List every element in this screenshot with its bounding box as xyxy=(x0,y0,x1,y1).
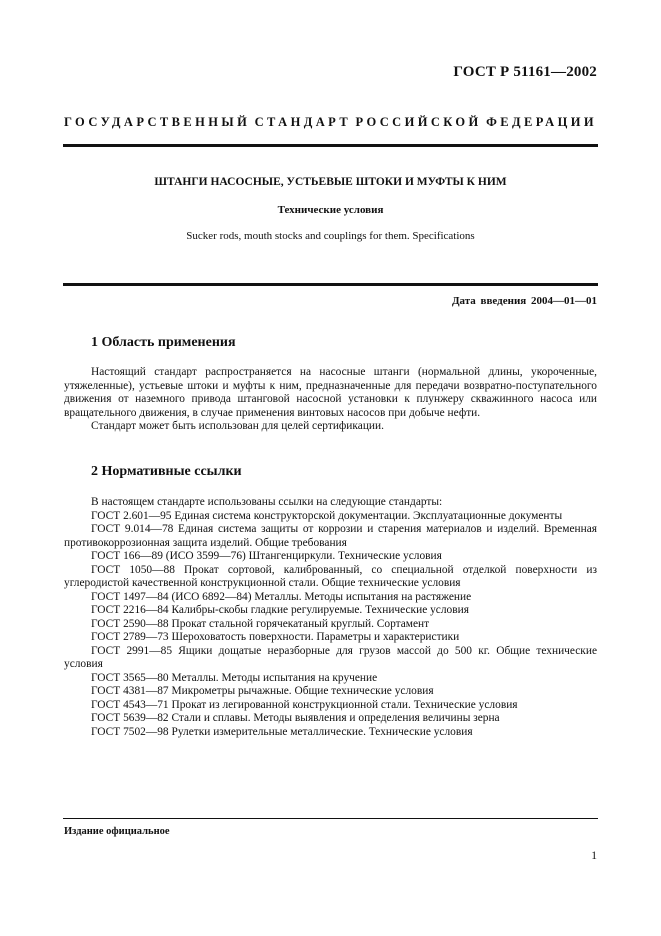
reference-item: ГОСТ 7502—98 Рулетки измерительные металлические. Технические условия xyxy=(91,725,473,738)
edition-note: Издание официальное xyxy=(64,826,170,837)
reference-item: ГОСТ 2590—88 Прокат стальной горячекатаный круглый. Сортамент xyxy=(91,617,430,630)
banner-word-4: ФЕДЕРАЦИИ xyxy=(486,115,597,129)
reference-item: ГОСТ 2.601—95 Единая система конструкторской документации. Эксплуатационные документы xyxy=(91,509,563,522)
section-2-heading: 2 Нормативные ссылки xyxy=(91,464,242,479)
introduction-date: Дата введения 2004—01—01 xyxy=(451,295,597,307)
reference-item: ГОСТ 5639—82 Стали и сплавы. Методы выявления и определения величины зерна xyxy=(91,712,500,724)
section-1-paragraph: Стандарт может быть использован для целей сертификации. xyxy=(91,420,384,432)
reference-item: ГОСТ 1497—84 (ИСО 6892—84) Металлы. Методы испытания на растяжение xyxy=(91,590,472,603)
title-divider xyxy=(63,283,598,286)
reference-item: ГОСТ 4543—71 Прокат из легированной конструкционной стали. Технические условия xyxy=(91,698,518,711)
reference-item: ГОСТ 2216—84 Калибры-скобы гладкие регулируемые. Технические условия xyxy=(91,604,469,616)
reference-item: ГОСТ 3565—80 Металлы. Методы испытания на кручение xyxy=(91,671,378,684)
reference-item: ГОСТ 2991—85 Ящики дощатые неразборные для грузов массой до 500 кг. Общие технические условия xyxy=(64,644,597,670)
reference-item: ГОСТ 1050—88 Прокат сортовой, калиброванный, со специальной отделкой поверхности из углеродистой качественной конструкционной стали. Общие технические условия xyxy=(64,563,597,589)
banner-word-3: РОССИЙСКОЙ xyxy=(355,115,482,129)
document-subtitle: Технические условия xyxy=(277,204,384,216)
section-1-paragraph: Настоящий стандарт распространяется на насосные штанги (нормальной длины, укороченные, утяжеленные), устьевые штоки и муфты к ним, предназначенные для передачи возвратно-поступательного движения от наземного привода штанговой насосной установки к плунжеру скважинного насоса или вращательного движения, в случае применения винтовых насосов при добыче нефти. xyxy=(64,366,597,419)
document-title: ШТАНГИ НАСОСНЫЕ, УСТЬЕВЫЕ ШТОКИ И МУФТЫ К НИМ xyxy=(154,176,507,188)
banner-word-1: ГОСУДАРСТВЕННЫЙ xyxy=(64,115,251,129)
footer-divider xyxy=(63,818,598,819)
reference-item: ГОСТ 166—89 (ИСО 3599—76) Штангенциркули. Технические условия xyxy=(91,550,442,562)
english-title: Sucker rods, mouth stocks and couplings for them. Specifications xyxy=(186,230,475,242)
page-number: 1 xyxy=(591,850,597,862)
reference-item: ГОСТ 9.014—78 Единая система защиты от коррозии и старения материалов и изделий. Временная противокоррозионная защита изделий. Общие требования xyxy=(64,523,597,549)
top-divider xyxy=(63,144,598,147)
references-list xyxy=(64,496,597,739)
section-1-body xyxy=(64,366,597,434)
section-1-heading: 1 Область применения xyxy=(91,335,236,350)
document-code: ГОСТ Р 51161—2002 xyxy=(453,64,597,80)
references-intro: В настоящем стандарте использованы ссылки на следующие стандарты: xyxy=(91,496,443,508)
banner-word-2: СТАНДАРТ xyxy=(254,115,352,129)
reference-item: ГОСТ 4381—87 Микрометры рычажные. Общие технические условия xyxy=(91,685,434,697)
reference-item: ГОСТ 2789—73 Шероховатость поверхности. Параметры и характеристики xyxy=(91,631,460,643)
state-standard-banner xyxy=(64,115,597,130)
